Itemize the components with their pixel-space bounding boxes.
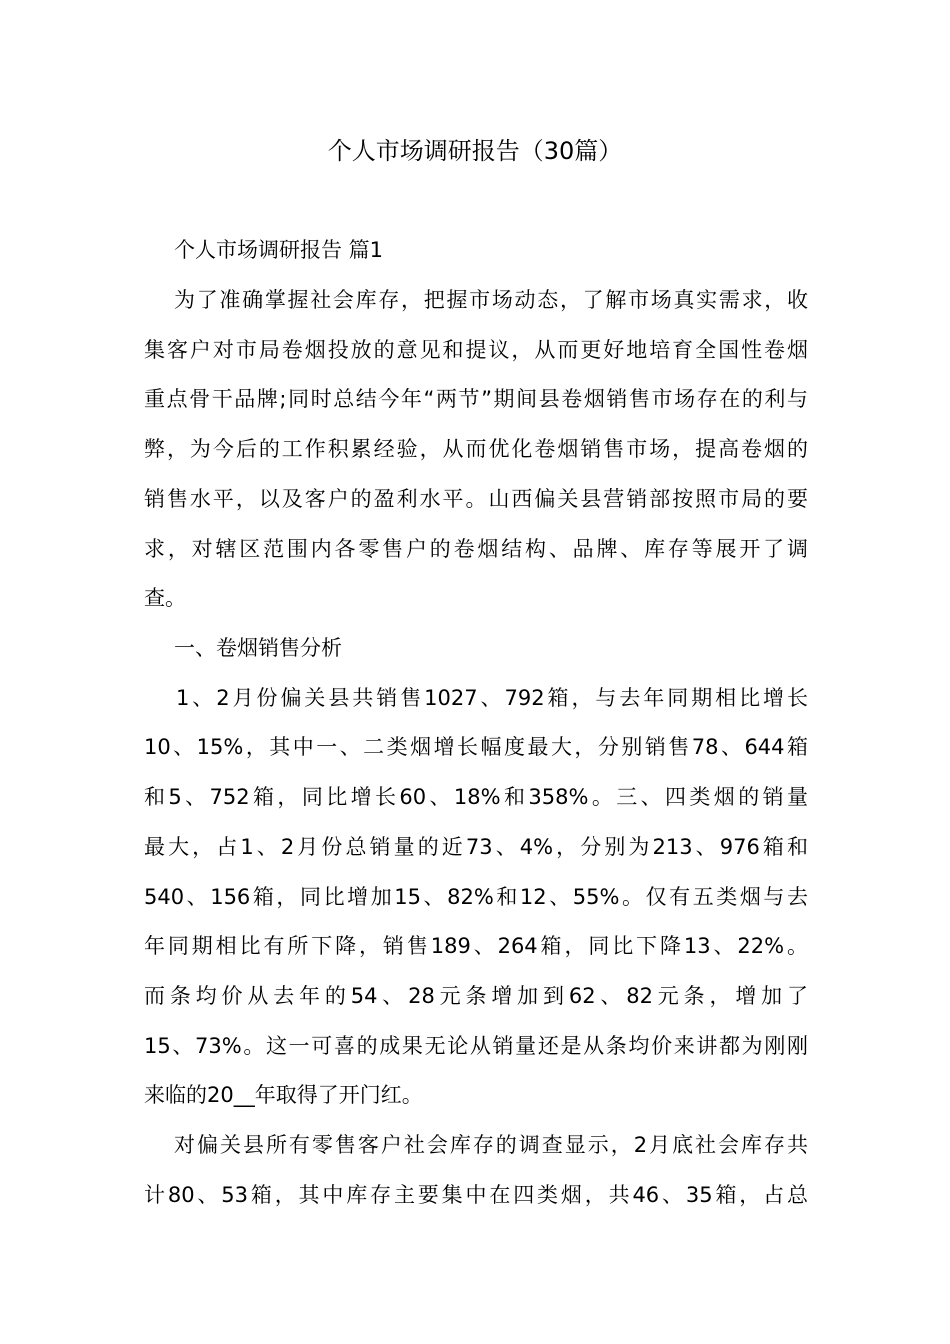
- paragraph-line: 和5、752箱，同比增长60、18%和358%。三、四类烟的销量: [144, 785, 808, 809]
- paragraph-line: 查。: [144, 586, 186, 610]
- paragraph-line: 最大，占1、2月份总销量的近73、4%，分别为213、976箱和: [144, 835, 808, 859]
- subheading: 一、卷烟销售分析: [174, 636, 342, 660]
- paragraph-line: 计80、53箱，其中库存主要集中在四类烟，共46、35箱，占总: [144, 1183, 808, 1207]
- paragraph-line: 10、15%，其中一、二类烟增长幅度最大，分别销售78、644箱: [144, 735, 808, 759]
- paragraph-line: 对偏关县所有零售客户社会库存的调查显示，2月底社会库存共: [174, 1133, 808, 1157]
- paragraph-line: 而条均价从去年的54、28元条增加到62、82元条，增加了: [144, 984, 808, 1008]
- paragraph-line: 求，对辖区范围内各零售户的卷烟结构、品牌、库存等展开了调: [144, 537, 808, 561]
- paragraph-line: 15、73%。这一可喜的成果无论从销量还是从条均价来讲都为刚刚: [144, 1034, 808, 1058]
- paragraph-line: 重点骨干品牌;同时总结今年“两节”期间县卷烟销售市场存在的利与: [144, 387, 808, 411]
- paragraph-line: 集客户对市局卷烟投放的意见和提议，从而更好地培育全国性卷烟: [144, 338, 808, 362]
- paragraph-line: 来临的20__年取得了开门红。: [144, 1083, 423, 1107]
- paragraph-line: 为了准确掌握社会库存，把握市场动态，了解市场真实需求，收: [174, 288, 808, 312]
- paragraph-line: 年同期相比有所下降，销售189、264箱，同比下降13、22%。: [144, 934, 808, 958]
- paragraph-line: 弊，为今后的工作积累经验，从而优化卷烟销售市场，提高卷烟的: [144, 437, 808, 461]
- document-title: 个人市场调研报告（30篇）: [327, 137, 623, 165]
- paragraph-line: 540、156箱，同比增加15、82%和12、55%。仅有五类烟与去: [144, 885, 808, 909]
- paragraph-line: 销售水平，以及客户的盈利水平。山西偏关县营销部按照市局的要: [144, 487, 808, 511]
- section-heading: 个人市场调研报告 篇1: [174, 238, 384, 262]
- paragraph-line: 1、2月份偏关县共销售1027、792箱，与去年同期相比增长: [176, 686, 808, 710]
